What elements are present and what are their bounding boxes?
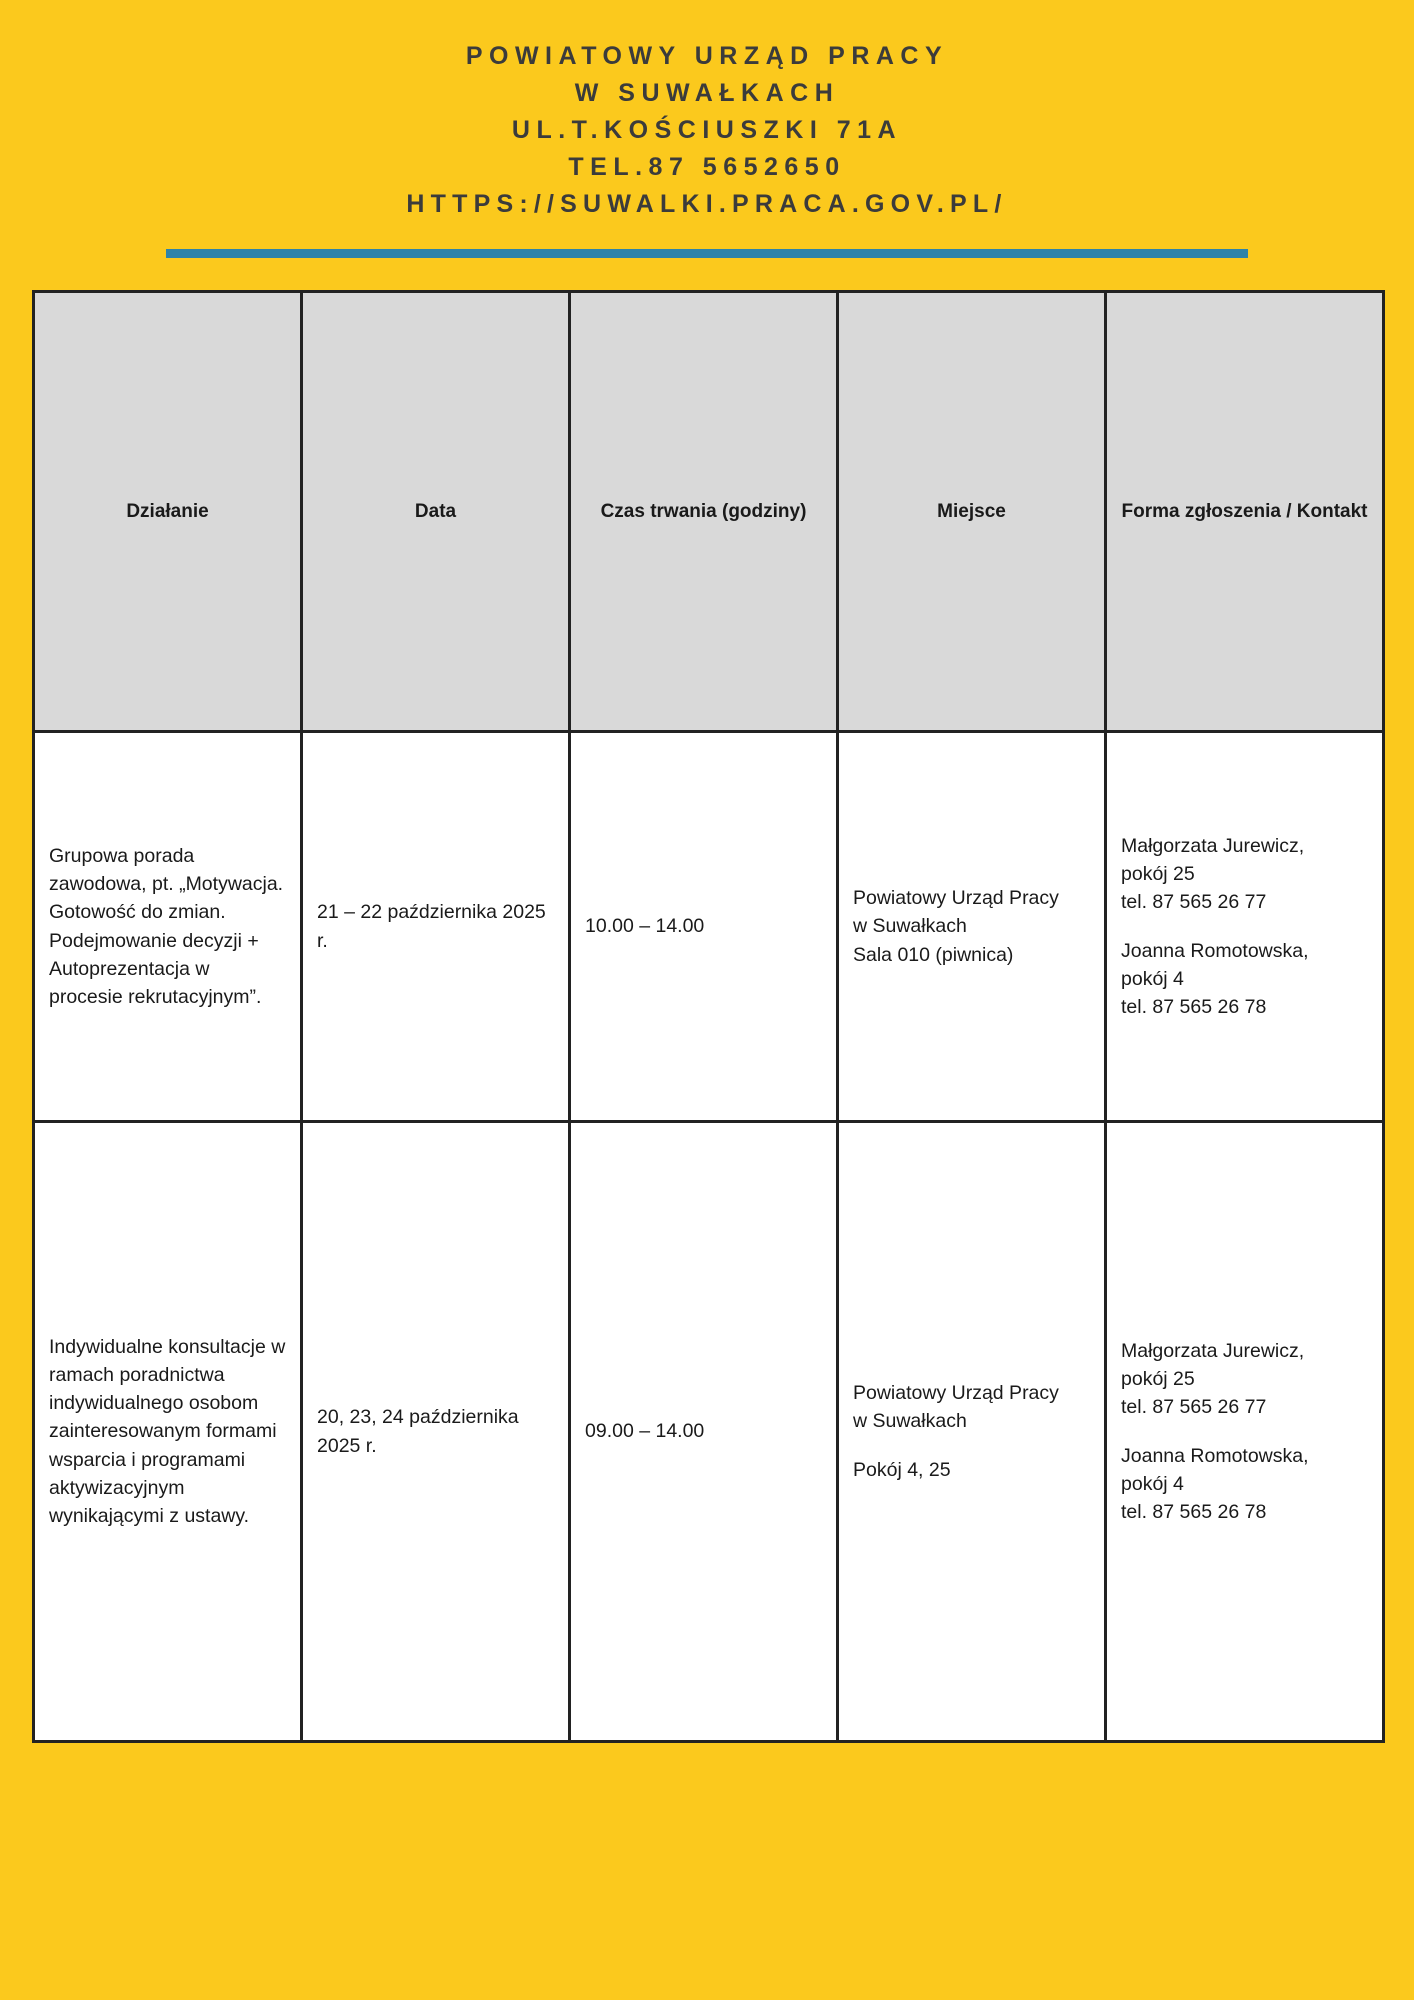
cell-dzialanie: Grupowa porada zawodowa, pt. „Motywacja. Gotowość do zmian. Podejmowanie decyzji + Autoprezentacja w procesie rekrutacyjnym”. [34, 732, 302, 1122]
miejsce-spacer [853, 1436, 1090, 1456]
office-address: UL.T.KOŚCIUSZKI 71A [511, 116, 903, 144]
kontakt-person-2-phone: tel. 87 565 26 78 [1121, 996, 1267, 1019]
cell-czas: 09.00 – 14.00 [570, 1122, 838, 1742]
miejsce-line-3: Sala 010 (piwnica) [853, 943, 1014, 966]
kontakt-person-1-phone: tel. 87 565 26 77 [1121, 1396, 1267, 1419]
cell-kontakt [1106, 732, 1384, 1122]
table-row [34, 1122, 1384, 1742]
kontakt-person-1-phone: tel. 87 565 26 77 [1121, 891, 1267, 914]
miejsce-line-3: Pokój 4, 25 [853, 1458, 951, 1481]
cell-miejsce [838, 1122, 1106, 1742]
miejsce-line-1: Powiatowy Urząd Pracy [853, 887, 1059, 910]
cell-dzialanie: Indywidualne konsultacje w ramach poradnictwa indywidualnego osobom zainteresowanym formami wsparcia i programami aktywizacyjnym wynikającymi z ustawy. [34, 1122, 302, 1742]
kontakt-person-2-name: Joanna Romotowska, [1121, 1444, 1309, 1467]
cell-czas: 10.00 – 14.00 [570, 732, 838, 1122]
kontakt-person-2-room: pokój 4 [1121, 1472, 1184, 1495]
column-header-dzialanie: Działanie [34, 292, 302, 732]
schedule-table-container [32, 290, 1382, 1743]
kontakt-spacer [1121, 1422, 1368, 1442]
kontakt-person-1-room: pokój 25 [1121, 1367, 1195, 1390]
kontakt-person-2-phone: tel. 87 565 26 78 [1121, 1501, 1267, 1524]
kontakt-person-1-name: Małgorzata Jurewicz, [1121, 834, 1305, 857]
office-phone: TEL.87 5652650 [568, 153, 846, 181]
column-header-kontakt: Forma zgłoszenia / Kontakt [1106, 292, 1384, 732]
cell-data: 21 – 22 października 2025 r. [302, 732, 570, 1122]
office-name-line-1: POWIATOWY URZĄD PRACY [465, 42, 949, 70]
miejsce-line-2: w Suwałkach [853, 1410, 967, 1433]
kontakt-spacer [1121, 917, 1368, 937]
table-header-row [34, 292, 1384, 732]
table-row [34, 732, 1384, 1122]
office-website: HTTPS://SUWALKI.PRACA.GOV.PL/ [406, 190, 1008, 218]
kontakt-person-2-name: Joanna Romotowska, [1121, 939, 1309, 962]
document-header [0, 0, 1414, 223]
kontakt-person-2-room: pokój 4 [1121, 967, 1184, 990]
column-header-miejsce: Miejsce [838, 292, 1106, 732]
cell-data: 20, 23, 24 października 2025 r. [302, 1122, 570, 1742]
cell-kontakt [1106, 1122, 1384, 1742]
column-header-data: Data [302, 292, 570, 732]
header-divider [166, 249, 1248, 258]
kontakt-person-1-name: Małgorzata Jurewicz, [1121, 1339, 1305, 1362]
kontakt-person-1-room: pokój 25 [1121, 862, 1195, 885]
schedule-table [32, 290, 1385, 1743]
column-header-czas: Czas trwania (godziny) [570, 292, 838, 732]
miejsce-line-1: Powiatowy Urząd Pracy [853, 1382, 1059, 1405]
office-name-line-2: W SUWAŁKACH [574, 79, 840, 107]
cell-miejsce [838, 732, 1106, 1122]
miejsce-line-2: w Suwałkach [853, 915, 967, 938]
